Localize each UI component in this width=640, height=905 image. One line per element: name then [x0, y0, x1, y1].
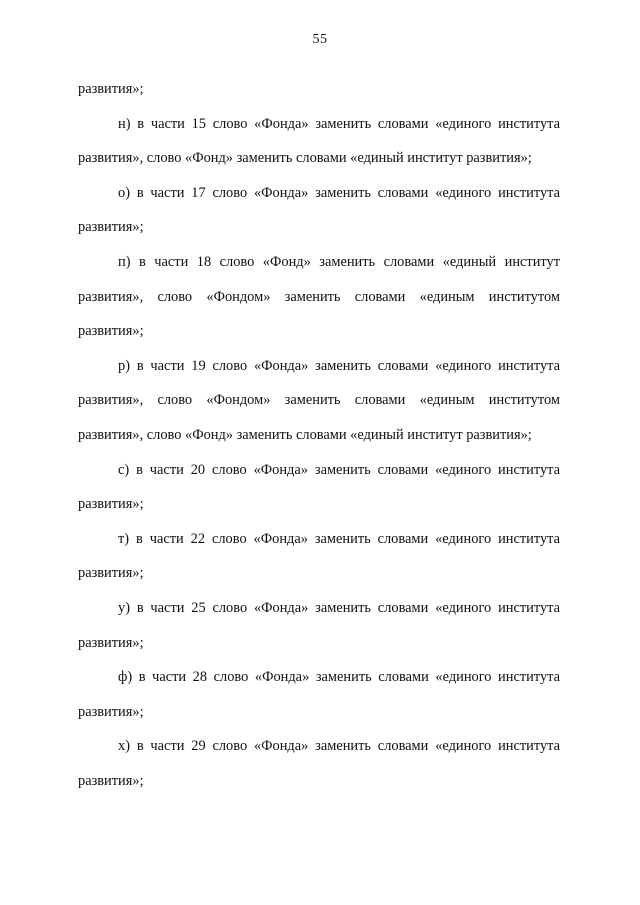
paragraph-item-t: т) в части 22 слово «Фонда» заменить словами «единого института развития»;	[78, 530, 560, 582]
paragraph-item-o: о) в части 17 слово «Фонда» заменить словами «единого института развития»;	[78, 184, 560, 236]
paragraph-item-n: н) в части 15 слово «Фонда» заменить словами «единого института развития», слово «Фонд» заменить словами «единый институт развития»;	[78, 115, 560, 167]
paragraph-item-f: ф) в части 28 слово «Фонда» заменить словами «единого института развития»;	[78, 669, 560, 720]
paragraph-item-s: с) в части 20 слово «Фонда» заменить словами «единого института развития»;	[78, 461, 560, 513]
paragraph-item-kh: х) в части 29 слово «Фонда» заменить словами «единого института развития»;	[78, 738, 560, 789]
paragraph-item-u: у) в части 25 слово «Фонда» заменить словами «единого института развития»;	[78, 599, 560, 651]
paragraph-item-r: р) в части 19 слово «Фонда» заменить словами «единого института развития», слово «Фондом» заменить словами «единым институтом развития», слово «Фонд» заменить словами «единый институт развития»;	[78, 357, 560, 443]
page-number: 55	[312, 32, 328, 47]
document-body	[78, 72, 560, 798]
paragraph-continuation: развития»;	[78, 81, 144, 97]
paragraph-item-p: п) в части 18 слово «Фонд» заменить словами «единый институт развития», слово «Фондом» заменить словами «единым институтом развития»;	[78, 253, 560, 340]
